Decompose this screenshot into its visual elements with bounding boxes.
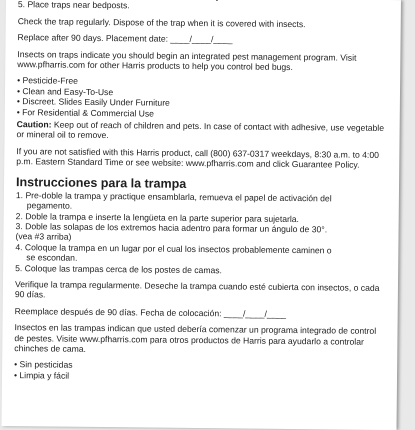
en-bullet-pesticide-free: • Pesticide-Free: [17, 75, 78, 87]
en-check-paragraph: Check the trap regularly. Dispose of the trap when it is covered with insects.: [17, 15, 306, 29]
en-replace-paragraph: Replace after 90 days. Placement date: ____/____/____: [17, 32, 233, 45]
es-step-1: 1. Pre-doble la trampa y practique ensamblarla, remueva el papel de activación del: [15, 189, 332, 204]
es-check-paragraph: Verifique la trampa regularmente. Deseche la trampa cuando esté cubierta con insectos, o cada 90 días.: [14, 279, 380, 300]
es-step-2: 2. Doble la trampa e inserte la lengüeta en la parte superior para sujetarla.: [15, 210, 300, 224]
es-step-1-cont: pegamento.: [26, 200, 73, 211]
caution-label: Caution:: [16, 119, 52, 130]
en-bullet-discreet: • Discreet. Slides Easily Under Furniture: [16, 96, 170, 108]
es-heading: Instrucciones para la trampa: [15, 174, 187, 191]
en-step-5: 5. Place traps near bedposts.: [17, 0, 130, 11]
en-contact-paragraph: If you are not satisfied with this Harris product, call (800) 637-0317 weekdays, 8:30 a.m. to 4:00 p.m. Eastern Standard Time or see website: www.pfharris.com and click Guarantee Policy.: [16, 145, 379, 170]
es-step-4: 4. Coloque la trampa en un lugar por el cual los insectos probablemente caminen o: [15, 241, 332, 256]
en-bullet-residential: • For Residential & Commercial Use: [16, 106, 155, 119]
en-integrated-paragraph: Insects on traps indicate you should begin an integrated pest management program. Visit www.pfharris.com for other Harris products to help you control bed bugs.: [17, 48, 357, 73]
es-step-3-cont: (vea #3 arriba): [15, 231, 72, 243]
en-bullet-clean: • Clean and Easy-To-Use: [16, 85, 114, 97]
es-integrated-paragraph: Insectos en las trampas indican que usted debería comenzar un programa integrado de control de pestes. Visite www.pfharris.com para otros productos de Harris para ayudarlo a controlar chinches de cama.: [14, 322, 377, 354]
es-step-5: 5. Coloque las trampas cerca de los postes de camas.: [15, 262, 223, 275]
instructions-text: [14, 0, 390, 384]
es-bullet-limpia-partial: • Limpia y fácil: [13, 369, 70, 381]
caution-text: Keep out of reach of children and pets. In case of contact with adhesive, use vegetable or mineral oil to remove.: [16, 119, 385, 141]
en-caution-paragraph: [16, 119, 388, 144]
es-step-3: 3. Doble las solapas de los extremos hacia adentro para formar un ángulo de 30°.: [15, 221, 328, 235]
es-replace-paragraph: Reemplace después de 90 días. Fecha de colocación: ____/____/____: [14, 305, 287, 319]
es-step-4-cont: se escondan.: [26, 252, 78, 263]
es-bullet-sin-pesticidas: • Sin pesticidas: [14, 359, 73, 371]
instruction-sheet: [1, 0, 400, 430]
